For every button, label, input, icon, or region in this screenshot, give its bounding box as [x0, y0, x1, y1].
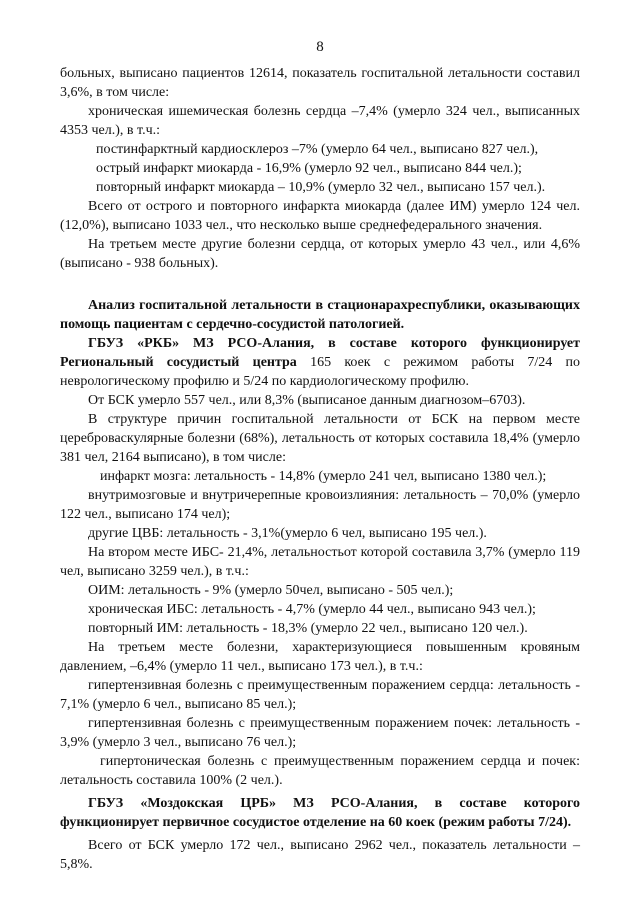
paragraph: гипертоническая болезнь с преимущественным поражением сердца и почек: летальность составила 100% (2 чел.).	[60, 754, 580, 788]
paragraph: внутримозговые и внутричерепные кровоизлияния: летальность – 70,0% (умерло 122 чел., выписано 174 чел);	[60, 488, 580, 522]
paragraph: острый инфаркт миокарда - 16,9% (умерло 92 чел., выписано 844 чел.);	[96, 161, 522, 176]
paragraph: гипертензивная болезнь с преимущественным поражением сердца: летальность - 7,1% (умерло 6 чел., выписано 85 чел.);	[60, 678, 580, 712]
paragraph: Всего от острого и повторного инфаркта миокарда (далее ИМ) умерло 124 чел.(12,0%), выписано 1033 чел., что несколько выше среднефедерального значения.	[60, 199, 580, 233]
section-heading: Анализ госпитальной летальности в стационарахреспублики, оказывающих помощь пациентам с сердечно-сосудистой патологией.	[60, 298, 580, 332]
paragraph: повторный ИМ: летальность - 18,3% (умерло 22 чел., выписано 120 чел.).	[88, 621, 528, 636]
paragraph-bold-lead: ГБУЗ «РКБ» МЗ РСО-Алания, в составе которого функционирует Региональный сосудистый центра	[60, 336, 580, 370]
paragraph: гипертензивная болезнь с преимущественным поражением почек: летальность - 3,9% (умерло 3 чел., выписано 76 чел.);	[60, 716, 580, 750]
page-number: 8	[316, 39, 324, 55]
paragraph: повторный инфаркт миокарда – 10,9% (умерло 32 чел., выписано 157 чел.).	[96, 180, 546, 195]
paragraph: постинфарктный кардиосклероз –7% (умерло 64 чел., выписано 827 чел.),	[96, 142, 539, 157]
paragraph: хроническая ИБС: летальность - 4,7% (умерло 44 чел., выписано 943 чел.);	[88, 602, 536, 617]
paragraph: ОИМ: летальность - 9% (умерло 50чел, выписано - 505 чел.);	[88, 583, 454, 598]
paragraph: больных, выписано пациентов 12614, показатель госпитальной летальности составил 3,6%, в том числе:	[60, 66, 580, 100]
paragraph: другие ЦВБ: летальность - 3,1%(умерло 6 чел, выписано 195 чел.).	[88, 526, 487, 541]
paragraph	[60, 334, 580, 391]
section-heading: ГБУЗ «Моздокская ЦРБ» МЗ РСО-Алания, в составе которого функционирует первичное сосудистое отделение на 60 коек (режим работы 7/24).	[60, 796, 580, 830]
document-body	[60, 64, 580, 874]
paragraph: На третьем месте болезни, характеризующиеся повышенным кровяным давлением, –6,4% (умерло 11 чел., выписано 173 чел.), в т.ч.:	[60, 640, 580, 674]
paragraph: В структуре причин госпитальной летальности от БСК на первом месте цереброваскулярные болезни (68%), летальность от которых составила 18,4% (умерло 381 чел, 2164 выписано), в том числе:	[60, 412, 580, 465]
paragraph: От БСК умерло 557 чел., или 8,3% (выписаное данным диагнозом–6703).	[88, 393, 526, 408]
paragraph: На втором месте ИБС- 21,4%, летальностьот которой составила 3,7% (умерло 119 чел, выписано 3259 чел.), в т.ч.:	[60, 545, 580, 579]
paragraph: Всего от БСК умерло 172 чел., выписано 2962 чел., показатель летальности – 5,8%.	[60, 838, 580, 872]
paragraph: На третьем месте другие болезни сердца, от которых умерло 43 чел., или 4,6% (выписано - 938 больных).	[60, 237, 580, 271]
paragraph: хроническая ишемическая болезнь сердца –7,4% (умерло 324 чел., выписанных 4353 чел.), в т.ч.:	[60, 104, 580, 138]
paragraph: инфаркт мозга: летальность - 14,8% (умерло 241 чел, выписано 1380 чел.);	[100, 469, 547, 484]
paragraph-text: 165 коек с режимом работы 7/24 по неврологическому профилю и 5/24 по кардиологическому профилю.	[60, 355, 580, 389]
